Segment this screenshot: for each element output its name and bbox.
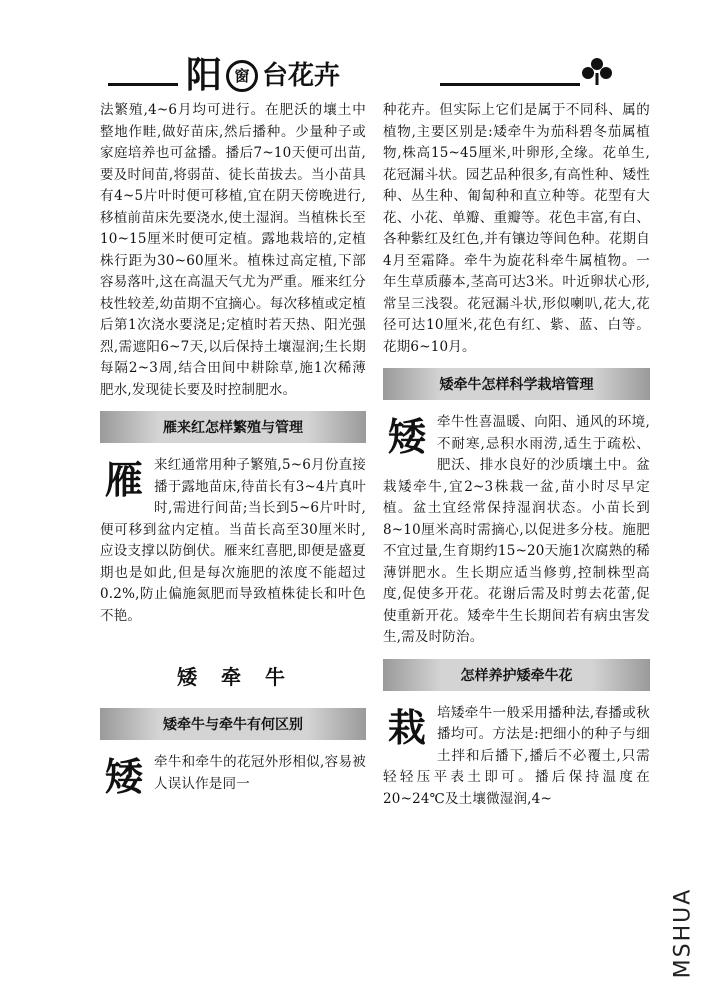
section-banner: 矮牵牛与牵牛有何区别 bbox=[100, 708, 366, 740]
masthead-char-big: 阳 bbox=[186, 55, 223, 96]
paragraph-text: 培矮牵牛一般采用播种法,春播或秋播均可。方法是:把细小的种子与细土拌和后播下,播后不必覆土,只需轻轻压平表土即可。播后保持温度在20~24℃及土壤微湿润,4~ bbox=[383, 704, 650, 807]
section-title: 矮牵牛 bbox=[177, 665, 309, 689]
left-column bbox=[100, 100, 366, 798]
section-banner: 怎样养护矮牵牛花 bbox=[383, 659, 650, 691]
paragraph-text: 牵牛和牵牛的花冠外形相似,容易被人误认作是同一 bbox=[154, 754, 366, 792]
watermark bbox=[668, 880, 698, 985]
paragraph: 法繁殖,4~6月均可进行。在肥沃的壤土中整地作畦,做好苗床,然后播种。少量种子或家庭培养也可盆播。播后7~10天便可出苗,要及时间苗,将弱苗、徒长苗拔去。当小苗具有4~5片叶时便可移植,宜在阴天傍晚进行,移植前苗床先要浇水,使土湿润。当植株长至10~15厘米时便可定植。露地栽培的,定植株行距为30~60厘米。植株过高定植,下部容易落叶,这在高温天气尤为严重。雁来红分枝性较差,幼苗期不宜摘心。每次移植或定植后第1次浇水要浇足;定植时若天热、阳光强烈,需遮阳6~7天,以后保持土壤湿润;生长期每隔2~3周,结合田间中耕除草,施1次稀薄肥水,发现徒长要及时控制肥水。 bbox=[100, 102, 366, 398]
section-banner: 雁来红怎样繁殖与管理 bbox=[100, 411, 366, 443]
masthead-circle-char: 窗 bbox=[226, 60, 258, 92]
paragraph-text: 牵牛性喜温暖、向阳、通风的环境,不耐寒,忌积水雨涝,适生于疏松、肥沃、排水良好的沙质壤土中。盆栽矮牵牛,宜2~3株栽一盆,苗小时尽早定植。盆土宜经常保持湿润状态。小苗长到8~10厘米高时需摘心,以促进多分枝。施肥不宜过量,生育期约15~20天施1次腐熟的稀薄饼肥水。生长期应适当修剪,控制株型高度,促使多开花。花谢后需及时剪去花蕾,促使重新开花。矮牵牛生长期间若有病虫害发生,需及时防治。 bbox=[383, 414, 650, 645]
watermark-text: MSHUA bbox=[670, 887, 696, 978]
drop-cap: 雁 bbox=[104, 458, 144, 502]
page-header bbox=[0, 0, 708, 104]
section-banner: 矮牵牛怎样科学栽培管理 bbox=[383, 368, 650, 400]
paragraph-with-drop-cap bbox=[100, 455, 366, 627]
paragraph: 种花卉。但实际上它们是属于不同科、属的植物,主要区别是:矮牵牛为茄科碧冬茄属植物,株高15~45厘米,叶卵形,全缘。花单生,花冠漏斗状。园艺品种很多,有高性种、矮性种、丛生种、匍匐种和直立种等。花型有大花、小花、单瓣、重瓣等。花色丰富,有白、各种紫红及红色,并有镶边等间色种。花期自4月至霜降。牵牛为旋花科牵牛属植物。一年生草质藤本,茎高可达3米。叶近卵状心形,常呈三浅裂。花冠漏斗状,形似喇叭,花大,花径可达10厘米,花色有红、紫、蓝、白等。花期6~10月。 bbox=[383, 102, 650, 355]
masthead-title bbox=[186, 56, 340, 96]
header-rule-right bbox=[440, 83, 580, 86]
paragraph-with-drop-cap bbox=[383, 703, 650, 811]
paragraph-with-drop-cap bbox=[383, 412, 650, 649]
paragraph-text: 来红通常用种子繁殖,5~6月份直接播于露地苗床,待苗长有3~4片真叶时,需进行间苗;当长到5~6片叶时,便可移到盆内定植。当苗长高至30厘米时,应设支撑以防倒伏。雁来红喜肥,即便是盛夏期也是如此,但是每次施肥的浓度不能超过0.2%,防止偏施氮肥而导致植株徒长和叶色不艳。 bbox=[100, 457, 366, 624]
drop-cap: 矮 bbox=[104, 755, 144, 799]
drop-cap: 矮 bbox=[387, 415, 427, 459]
clover-ornament-icon bbox=[580, 56, 614, 86]
paragraph-with-drop-cap bbox=[100, 752, 366, 799]
right-column bbox=[383, 100, 650, 810]
masthead-rest: 台花卉 bbox=[262, 61, 341, 91]
drop-cap: 栽 bbox=[387, 705, 427, 750]
header-rule-left bbox=[108, 83, 178, 86]
